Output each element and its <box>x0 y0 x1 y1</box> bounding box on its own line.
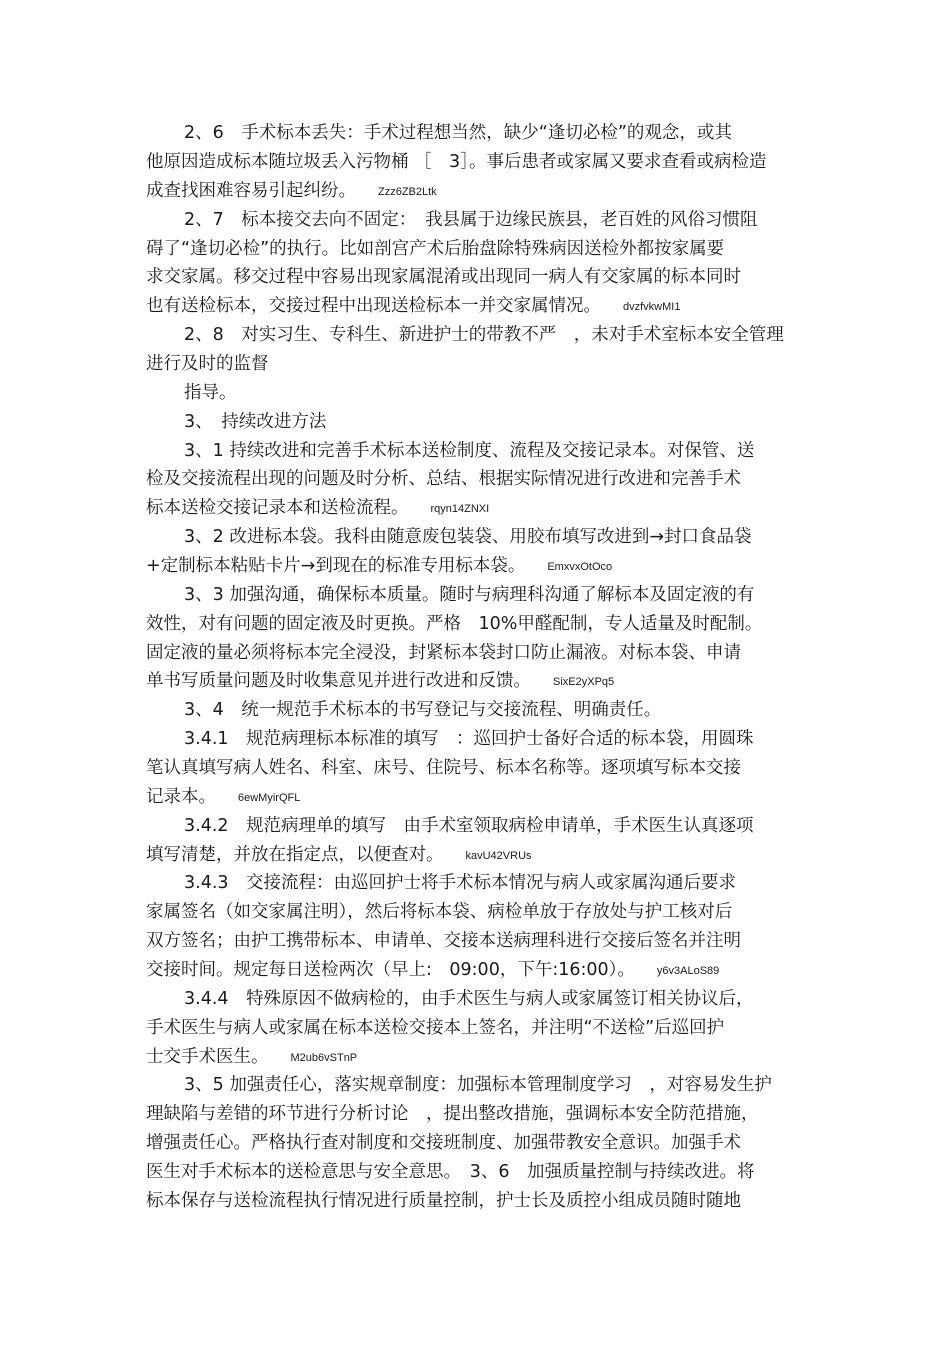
text-line: 家属签名（如交家属注明），然后将标本袋、病检单放于存放处与护工核对后 <box>146 902 733 922</box>
text-line: 3、1 持续改进和完善手术标本送检制度、流程及交接记录本。对保管、送 <box>184 441 755 461</box>
text-line: 3、2 改进标本袋。我科由随意废包装袋、用胶布填写改进到→封口食品袋 <box>184 527 752 547</box>
text-line: 3.4.3 交接流程：由巡回护士将手术标本情况与病人或家属沟通后要求 <box>184 873 737 893</box>
watermark-code: dvzfvkwMI1 <box>623 301 681 313</box>
text-line: 笔认真填写病人姓名、科室、床号、住院号、标本名称等。逐项填写标本交接 <box>146 758 741 778</box>
text-line: 碍了“逢切必检”的执行。比如剖宫产术后胎盘除特殊病因送检外都按家属要 <box>146 239 725 259</box>
text-line: 3、3 加强沟通，确保标本质量。随时与病理科沟通了解标本及固定液的有 <box>184 585 755 605</box>
text-line: 检及交接流程出现的问题及时分析、总结、根据实际情况进行改进和完善手术 <box>146 469 741 489</box>
watermark-code: y6v3ALoS89 <box>656 965 720 977</box>
text-line: 标本保存与送检流程执行情况进行质量控制，护士长及质控小组成员随时随地 <box>146 1191 741 1211</box>
text-line: 3、5 加强责任心，落实规章制度：加强标本管理制度学习 ，对容易发生护 <box>184 1075 772 1095</box>
section-heading: 3、 持续改进方法 <box>184 412 327 432</box>
text-line: 医生对手术标本的送检意思与安全意思。 3、6 加强质量控制与持续改进。将 <box>146 1162 755 1182</box>
text-line: 2、7 标本接交去向不固定： 我县属于边缘民族县，老百姓的风俗习惯阻 <box>184 210 758 230</box>
text-line: 固定液的量必须将标本完全浸没，封紧标本袋封口防止漏液。对标本袋、申请 <box>146 643 741 663</box>
text-line: 交接时间。规定每日送检两次（早上: 09:00，下午:16:00）。 y6v3ALoS89 <box>146 960 720 980</box>
watermark-code: SixE2yXPq5 <box>553 676 615 688</box>
text-line: 指导。 <box>184 383 237 403</box>
text-line: 3.4.1 规范病理标本标准的填写 ：巡回护士备好合适的标本袋，用圆珠 <box>184 729 754 749</box>
text-line: 单书写质量问题及时收集意见并进行改进和反馈。 SixE2yXPq5 <box>146 671 615 691</box>
text-line: 标本送检交接记录本和送检流程。 rqyn14ZNXI <box>146 498 490 518</box>
watermark-code: EmxvxOtOco <box>547 561 613 573</box>
text-line: 求交家属。移交过程中容易出现家属混淆或出现同一病人有交家属的标本同时 <box>146 267 741 287</box>
text-line: 2、8 对实习生、专科生、新进护士的带教不严 ，未对手术室标本安全管理 <box>184 325 784 345</box>
watermark-code: rqyn14ZNXI <box>430 503 490 515</box>
text-line: 2、6 手术标本丢失：手术过程想当然，缺少“逢切必检”的观念，或其 <box>184 123 732 143</box>
watermark-code: M2ub6vSTnP <box>290 1052 358 1064</box>
text-line: 进行及时的监督 <box>146 354 269 374</box>
text-line: 也有送检标本，交接过程中出现送检标本一并交家属情况。 dvzfvkwMI1 <box>146 296 681 316</box>
text-line: 理缺陷与差错的环节进行分析讨论 ，提出整改措施，强调标本安全防范措施， <box>146 1104 759 1124</box>
text-line: 成查找困难容易引起纠纷。 Zzz6ZB2Ltk <box>146 181 437 201</box>
text-line: 记录本。 6ewMyirQFL <box>146 787 301 807</box>
text-line: +定制标本粘贴卡片→到现在的标准专用标本袋。 EmxvxOtOco <box>146 556 613 576</box>
watermark-code: Zzz6ZB2Ltk <box>378 186 437 198</box>
watermark-code: kavU42VRUs <box>465 850 532 862</box>
text-line: 填写清楚，并放在指定点，以便查对。 kavU42VRUs <box>146 845 532 865</box>
text-line: 3.4.4 特殊原因不做病检的，由手术医生与病人或家属签订相关协议后， <box>184 989 754 1009</box>
text-line: 效性，对有问题的固定液及时更换。严格 10%甲醛配制，专人适量及时配制。 <box>146 614 763 634</box>
text-line: 增强责任心。严格执行查对制度和交接班制度、加强带教安全意识。加强手术 <box>146 1133 741 1153</box>
text-line: 手术医生与病人或家属在标本送检交接本上签名，并注明“不送检”后巡回护 <box>146 1018 725 1038</box>
text-line: 他原因造成标本随垃圾丢入污物桶 ［ 3］。事后患者或家属又要求查看或病检造 <box>146 152 767 172</box>
text-line: 双方签名；由护工携带标本、申请单、交接本送病理科进行交接后签名并注明 <box>146 931 741 951</box>
watermark-code: 6ewMyirQFL <box>238 792 301 804</box>
text-line: 士交手术医生。 M2ub6vSTnP <box>146 1047 358 1067</box>
text-line: 3、4 统一规范手术标本的书写登记与交接流程、明确责任。 <box>184 700 662 720</box>
text-line: 3.4.2 规范病理单的填写 由手术室领取病检申请单，手术医生认真逐项 <box>184 816 754 836</box>
